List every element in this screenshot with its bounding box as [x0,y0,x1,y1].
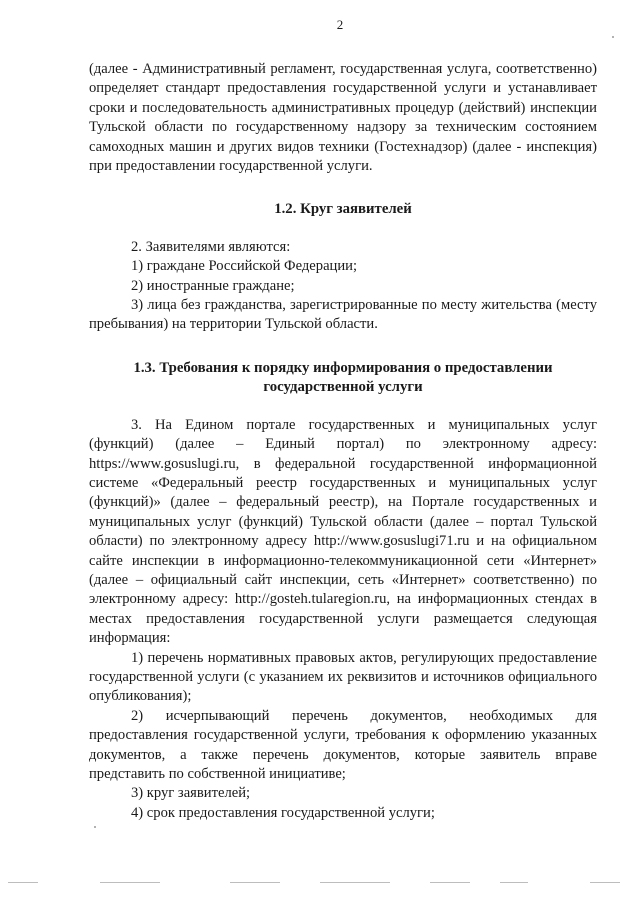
information-item: 2) исчерпывающий перечень документов, необходимых для предоставления государственной услуги, требования к оформлению указанных документов, а также перечень документов, которые заявитель вправе представить по собственной инициативе; [89,707,597,782]
information-item: 4) срок предоставления государственной услуги; [131,804,435,821]
section-heading-informing-requirements-line1: 1.3. Требования к порядку информирования о предоставлении [133,359,553,376]
scan-speck [94,826,96,828]
document-body [89,60,597,823]
applicant-item: 3) лица без гражданства, зарегистрированные по месту жительства (месту пребывания) на территории Тульской области. [89,297,597,333]
information-item: 3) круг заявителей; [131,785,251,802]
section-heading-circle-of-applicants: 1.2. Круг заявителей [274,201,412,218]
scan-edge-artifact [0,880,640,886]
page-number: 2 [336,17,344,32]
scan-speck [612,36,614,38]
intro-paragraph: (далее - Административный регламент, государственная услуга, соответственно) определяет стандарт предоставления государственной услуги и устанавливает сроки и последовательность административных процедур (действий) инспекции Тульской области по государственному надзору за техническим состоянием самоходных машин и других видов техники (Гостехнадзор) (далее - инспекция) при предоставлении государственной услуги. [89,61,597,175]
applicants-lead: 2. Заявителями являются: [131,238,291,255]
information-item: 1) перечень нормативных правовых актов, регулирующих предоставление государственной услуги (с указанием их реквизитов и источников официального опубликования); [89,649,597,705]
applicant-item: 1) граждане Российской Федерации; [131,258,358,275]
informing-paragraph: 3. На Едином портале государственных и муниципальных услуг (функций) (далее – Единый портал) по электронному адресу: https://www.gosuslugi.ru, в федеральной государственной информационной системе «Федеральный реестр государственных и муниципальных услуг (функций)» (далее – федеральный реестр), на Портале государственных и муниципальных услуг (функций) Тульской области (далее – портал Тульской области) по электронному адресу http://www.gosuslugi71.ru и на официальном сайте инспекции в информационно-телекоммуникационной сети «Интернет» (далее – официальный сайт инспекции, сеть «Интернет» соответственно) по электронному адресу: http://gosteh.tularegion.ru, на информационных стендах в местах предоставления государственной услуги размещается следующая информация: [89,416,597,647]
section-heading-informing-requirements-line2: государственной услуги [263,379,423,396]
applicant-item: 2) иностранные граждане; [131,277,295,294]
